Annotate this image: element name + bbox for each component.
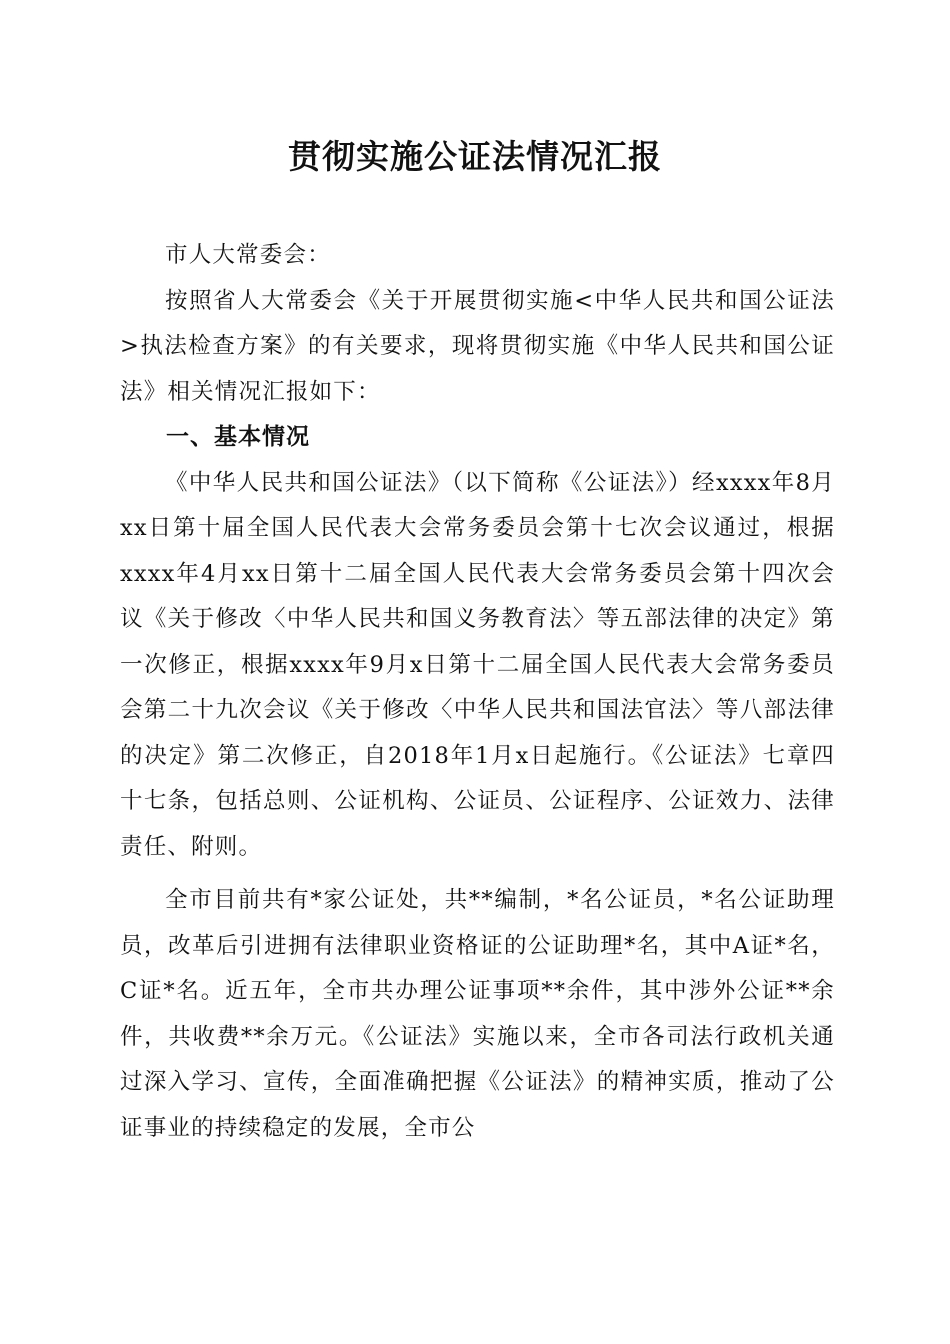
paragraph-city-statistics: 全市目前共有*家公证处，共**编制，*名公证员，*名公证助理员，改革后引进拥有法律职业资格证的公证助理*名，其中A证*名，C证*名。近五年，全市共办理公证事项**余件，其中涉外公证**余件，共收费**余万元。《公证法》实施以来，全市各司法行政机关通过深入学习、宣传，全面准确把握《公证法》的精神实质，推动了公证事业的持续稳定的发展，全市公 xyxy=(120,887,835,1141)
document-body xyxy=(120,233,835,1151)
salutation: 市人大常委会： xyxy=(165,242,331,268)
intro-paragraph: 按照省人大常委会《关于开展贯彻实施<中华人民共和国公证法>执法检查方案》的有关要求，现将贯彻实施《中华人民共和国公证法》相关情况汇报如下： xyxy=(120,287,835,405)
paragraph-law-history: 《中华人民共和国公证法》（以下简称《公证法》）经xxxx年8月xx日第十届全国人民代表大会常务委员会第十七次会议通过，根据xxxx年4月xx日第十二届全国人民代表大会常务委员会第十四次会议《关于修改〈中华人民共和国义务教育法〉等五部法律的决定》第一次修正，根据xxxx年9月x日第十二届全国人民代表大会常务委员会第二十九次会议《关于修改〈中华人民共和国法官法〉等八部法律的决定》第二次修正，自2018年1月x日起施行。《公证法》七章四十七条，包括总则、公证机构、公证员、公证程序、公证效力、法律责任、附则。 xyxy=(120,469,835,860)
section-heading-basic-situation: 一、基本情况 xyxy=(166,424,310,450)
document-title: 贯彻实施公证法情况汇报 xyxy=(288,137,662,176)
